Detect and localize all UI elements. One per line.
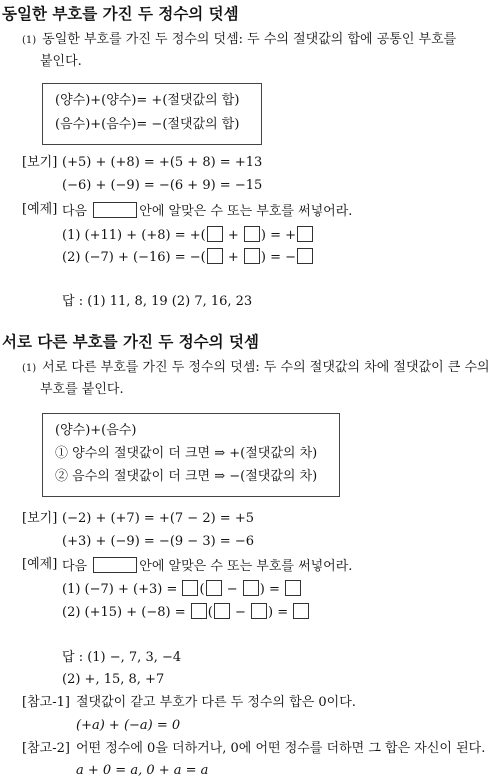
problem-intro: 다음 안에 알맞은 수 또는 부호를 써넣어라. xyxy=(62,559,353,574)
item-number: (1) 서로 다른 부호를 가진 두 정수의 덧셈: 두 수의 절댓값의 차에 절댓값이 큰 수의 xyxy=(22,360,490,375)
answer-blank[interactable] xyxy=(285,580,301,596)
problem-intro: 다음 안에 알맞은 수 또는 부호를 써넣어라. xyxy=(62,204,353,219)
rule-line: (양수)+(양수)= +(절댓값의 합) xyxy=(55,93,240,108)
reference-text: 절댓값이 같고 부호가 다른 두 정수의 합은 0이다. xyxy=(76,695,356,710)
problem-tag: [예제] xyxy=(22,557,58,572)
description-line-2: 붙인다. xyxy=(40,54,82,69)
blank-box xyxy=(93,557,137,573)
rule-line: (음수)+(음수)= −(절댓값의 합) xyxy=(55,117,240,132)
item-number: (1) 동일한 부호를 가진 두 정수의 덧셈: 두 수의 절댓값의 합에 공통인 부호를 xyxy=(22,32,457,47)
answer-blank[interactable] xyxy=(182,580,198,596)
description-line: 동일한 부호를 가진 두 정수의 덧셈: 두 수의 절댓값의 합에 공통인 부호를 xyxy=(42,32,457,47)
example-equation: (−6) + (−9) = −(6 + 9) = −15 xyxy=(62,178,263,193)
problem-2: (2) (+15) + (−8) = ( − ) = xyxy=(62,603,310,621)
answer-blank[interactable] xyxy=(243,580,259,596)
rule-box xyxy=(42,413,340,497)
blank-box xyxy=(93,202,137,218)
answer-blank[interactable] xyxy=(297,248,313,264)
section-title-same-sign: 동일한 부호를 가진 두 정수의 덧셈 xyxy=(2,5,239,23)
example-tag: [보기] xyxy=(22,511,58,526)
rule-line: ② 음수의 절댓값이 더 크면 ⇒ −(절댓값의 차) xyxy=(55,469,318,484)
answer-blank[interactable] xyxy=(191,603,207,619)
problem-tag: [예제] xyxy=(22,202,58,217)
answer-blank[interactable] xyxy=(251,603,267,619)
example-equation: (+3) + (−9) = −(9 − 3) = −6 xyxy=(62,534,254,549)
answer-text: 답 : (1) −, 7, 3, −4 xyxy=(62,650,182,665)
answer-blank[interactable] xyxy=(297,226,313,242)
answer-blank[interactable] xyxy=(293,603,309,619)
answer-blank[interactable] xyxy=(206,580,222,596)
problem-2: (2) (−7) + (−16) = −( + ) = − xyxy=(62,248,314,266)
reference-formula: (+a) + (−a) = 0 xyxy=(76,718,181,733)
example-equation: (+5) + (+8) = +(5 + 8) = +13 xyxy=(62,155,263,170)
description-line: 서로 다른 부호를 가진 두 정수의 덧셈: 두 수의 절댓값의 차에 절댓값이 큰 수의 xyxy=(42,360,490,375)
rule-line: (양수)+(음수) xyxy=(55,423,137,438)
rule-box xyxy=(42,83,262,145)
description-line-2: 부호를 붙인다. xyxy=(40,382,124,397)
answer-blank[interactable] xyxy=(207,248,223,264)
reference-tag: [참고-2] xyxy=(22,741,70,756)
problem-1: (1) (−7) + (+3) = ( − ) = xyxy=(62,580,302,598)
reference-text: 어떤 정수에 0을 더하거나, 0에 어떤 정수를 더하면 그 합은 자신이 된다. xyxy=(76,741,486,756)
reference-tag: [참고-1] xyxy=(22,695,70,710)
answer-text: 답 : (1) 11, 8, 19 (2) 7, 16, 23 xyxy=(62,294,253,309)
answer-blank[interactable] xyxy=(244,248,260,264)
answer-text: (2) +, 15, 8, +7 xyxy=(62,672,165,687)
section-title-different-sign: 서로 다른 부호를 가진 두 정수의 덧셈 xyxy=(2,333,259,351)
reference-formula: a + 0 = a, 0 + a = a xyxy=(76,763,209,778)
answer-blank[interactable] xyxy=(244,226,260,242)
example-equation: (−2) + (+7) = +(7 − 2) = +5 xyxy=(62,511,254,526)
problem-1: (1) (+11) + (+8) = +( + ) = + xyxy=(62,226,314,244)
example-tag: [보기] xyxy=(22,155,58,170)
answer-blank[interactable] xyxy=(207,226,223,242)
answer-blank[interactable] xyxy=(214,603,230,619)
rule-line: ① 양수의 절댓값이 더 크면 ⇒ +(절댓값의 차) xyxy=(55,446,318,461)
